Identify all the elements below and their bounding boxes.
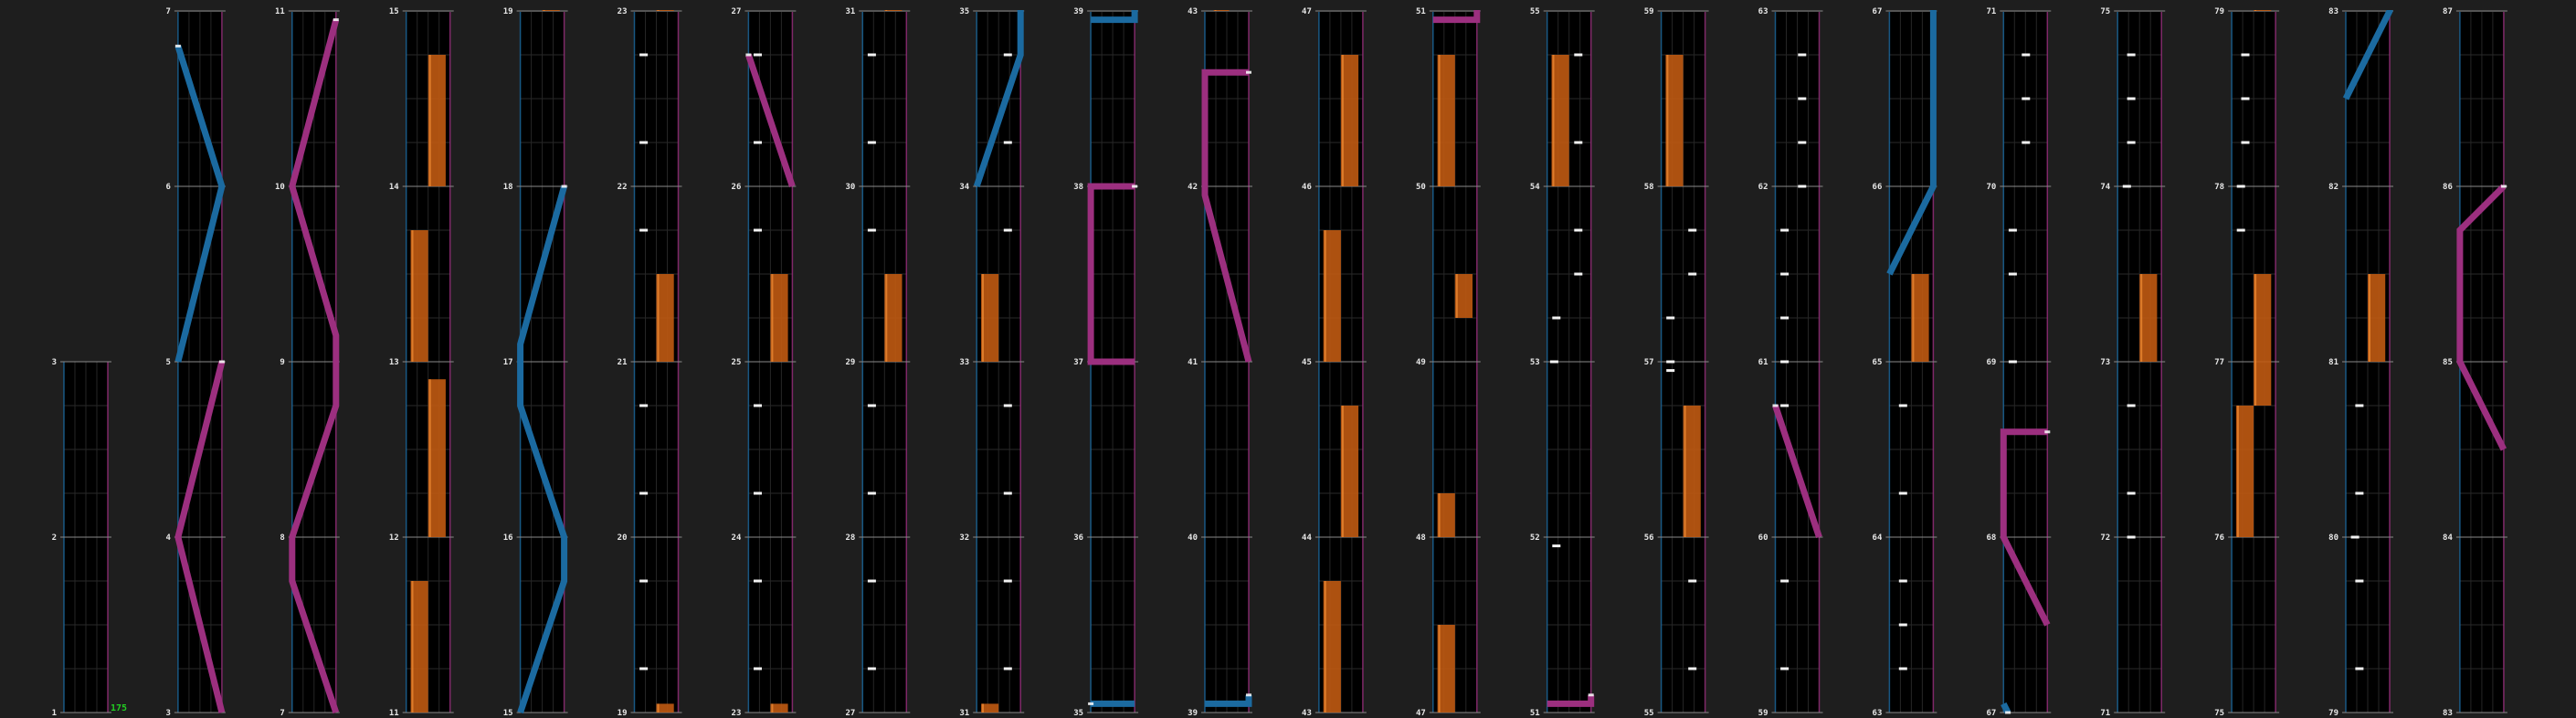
tap-note[interactable]	[639, 405, 648, 407]
hold-note-highlight	[1439, 625, 1441, 713]
hold-note-highlight	[1553, 55, 1555, 186]
measure-number: 18	[502, 183, 513, 192]
bpm-label: 175	[111, 703, 128, 713]
measure-number: 19	[617, 709, 628, 718]
tap-note[interactable]	[868, 54, 876, 57]
measure-number: 10	[274, 183, 285, 192]
measure-number: 7	[165, 7, 171, 16]
hold-note-highlight	[412, 581, 414, 713]
tap-note[interactable]	[868, 229, 876, 232]
measure-number: 78	[2214, 183, 2225, 192]
hold-note-highlight	[2140, 274, 2142, 362]
measure-number: 85	[2443, 358, 2453, 367]
measure-number: 22	[617, 183, 628, 192]
measure-number: 5	[165, 358, 171, 367]
measure-number: 57	[1643, 358, 1654, 367]
tap-note[interactable]	[1899, 580, 1907, 583]
hold-note-highlight	[771, 703, 773, 713]
measure-number: 47	[1415, 709, 1426, 718]
tap-note[interactable]	[2242, 54, 2250, 57]
tap-note[interactable]	[2022, 142, 2030, 144]
measure-number: 16	[502, 533, 513, 543]
measure-number: 62	[1758, 183, 1768, 192]
lane-column	[1416, 0, 1481, 718]
measure-number: 82	[2328, 183, 2338, 192]
measure-number: 83	[2328, 7, 2338, 16]
measure-number: 81	[2328, 358, 2338, 367]
hold-note[interactable]	[884, 0, 902, 11]
measure-number: 23	[731, 709, 742, 718]
slide-path-blue[interactable]	[1091, 0, 1135, 20]
tap-note[interactable]	[1688, 229, 1696, 232]
measure-number: 9	[280, 358, 285, 367]
measure-number: 77	[2214, 358, 2225, 367]
slide-endpoint	[219, 361, 225, 364]
lane-column	[2328, 0, 2393, 718]
measure-number: 79	[2328, 709, 2338, 718]
lane-column	[1873, 0, 1937, 718]
lane-column	[959, 0, 1024, 718]
measure-number: 7	[280, 709, 285, 718]
measure-number: 51	[1529, 709, 1540, 718]
hold-note[interactable]	[657, 0, 674, 11]
hold-note[interactable]	[1214, 2, 1230, 11]
slide-endpoint	[1773, 405, 1779, 407]
hold-note-highlight	[1325, 230, 1326, 362]
measure-number: 31	[959, 709, 970, 718]
measure-number: 59	[1643, 7, 1654, 16]
measure-number: 66	[1872, 183, 1883, 192]
measure-number: 76	[2214, 533, 2225, 543]
measure-number: 41	[1188, 358, 1198, 367]
tap-note[interactable]	[1688, 668, 1696, 670]
tap-note[interactable]	[1780, 668, 1789, 670]
slide-endpoint	[1088, 702, 1093, 705]
tap-note[interactable]	[1780, 229, 1789, 232]
slide-endpoint	[2044, 430, 2050, 433]
tap-note[interactable]	[1574, 273, 1582, 276]
measure-number: 43	[1302, 709, 1312, 718]
tap-note[interactable]	[639, 142, 648, 144]
hold-note-highlight	[771, 274, 773, 362]
measure-number: 1	[51, 709, 57, 718]
measure-number: 67	[1872, 7, 1883, 16]
hold-note-highlight	[2254, 0, 2256, 11]
measure-number: 13	[388, 358, 399, 367]
hold-note-highlight	[429, 55, 431, 186]
hold-note-highlight	[1325, 581, 1326, 713]
measure-number: 35	[959, 7, 970, 16]
measure-number: 21	[617, 358, 628, 367]
hold-note-highlight	[982, 274, 984, 362]
measure-number: 12	[388, 533, 399, 543]
hold-note-highlight	[544, 0, 545, 11]
slide-endpoint	[2005, 712, 2011, 714]
hold-note-highlight	[412, 230, 414, 362]
hold-note-highlight	[658, 703, 660, 713]
measure-number: 80	[2328, 533, 2338, 543]
tap-note[interactable]	[2127, 405, 2136, 407]
measure-number: 53	[1529, 358, 1540, 367]
tap-note[interactable]	[2127, 54, 2136, 57]
tap-note[interactable]	[2127, 492, 2136, 495]
measure-number: 61	[1758, 358, 1768, 367]
measure-number: 38	[1073, 183, 1084, 192]
measure-number: 29	[845, 358, 856, 367]
tap-note[interactable]	[1552, 317, 1560, 320]
measure-number: 86	[2443, 183, 2453, 192]
hold-note-highlight	[1439, 55, 1441, 186]
measure-number: 69	[1986, 358, 1997, 367]
measure-number: 63	[1758, 7, 1768, 16]
tap-note[interactable]	[2242, 98, 2250, 100]
measure-number: 36	[1073, 533, 1084, 543]
measure-number: 37	[1073, 358, 1084, 367]
tap-note[interactable]	[1798, 54, 1806, 57]
lane-column	[1986, 0, 2051, 718]
lane-column	[732, 0, 797, 718]
hold-note-highlight	[1684, 406, 1686, 537]
tap-note[interactable]	[754, 54, 762, 57]
measure-number: 55	[1529, 7, 1540, 16]
slide-endpoint	[333, 18, 339, 21]
tap-note[interactable]	[1004, 492, 1012, 495]
tap-note[interactable]	[1666, 361, 1674, 364]
measure-number: 71	[1986, 7, 1997, 16]
measure-number: 33	[959, 358, 970, 367]
tap-note[interactable]	[2127, 98, 2136, 100]
measure-number: 54	[1529, 183, 1540, 192]
tap-note[interactable]	[1552, 544, 1560, 547]
measure-number: 39	[1188, 709, 1198, 718]
slide-endpoint	[175, 45, 181, 48]
slide-endpoint	[1589, 693, 1594, 696]
lane-column	[2214, 0, 2279, 718]
tap-note[interactable]	[2237, 185, 2245, 188]
lane-column	[1302, 0, 1367, 718]
tap-note[interactable]	[1004, 54, 1012, 57]
measure-number: 32	[959, 533, 970, 543]
measure-number: 11	[274, 7, 285, 16]
measure-number: 4	[165, 533, 171, 543]
hold-note-highlight	[2254, 362, 2256, 406]
measure-number: 71	[2100, 709, 2111, 718]
tap-note[interactable]	[1004, 229, 1012, 232]
slide-endpoint	[2501, 185, 2507, 188]
measure-number: 19	[502, 7, 513, 16]
hold-note-highlight	[1439, 493, 1441, 537]
hold-note-highlight	[1215, 2, 1217, 11]
tap-note[interactable]	[1004, 142, 1012, 144]
measure-number: 75	[2100, 7, 2111, 16]
lane-column	[165, 0, 225, 718]
slide-endpoint	[1246, 693, 1251, 696]
tap-note[interactable]	[2355, 580, 2363, 583]
tap-note[interactable]	[2009, 273, 2017, 276]
hold-note-highlight	[982, 703, 984, 713]
measure-number: 67	[1986, 709, 1997, 718]
measure-number: 51	[1415, 7, 1426, 16]
measure-number: 15	[502, 709, 513, 718]
tap-note[interactable]	[1688, 580, 1696, 583]
tap-note[interactable]	[1780, 361, 1789, 364]
lane-column	[1188, 0, 1252, 718]
tap-note[interactable]	[868, 668, 876, 670]
tap-note[interactable]	[1899, 668, 1907, 670]
measure-number: 45	[1302, 358, 1312, 367]
hold-note-highlight	[885, 274, 887, 362]
measure-number: 59	[1758, 709, 1768, 718]
tap-note[interactable]	[1574, 142, 1582, 144]
tap-note[interactable]	[754, 580, 762, 583]
tap-note[interactable]	[2123, 185, 2131, 188]
measure-number: 73	[2100, 358, 2111, 367]
tap-note[interactable]	[1780, 317, 1789, 320]
measure-number: 3	[165, 709, 171, 718]
tap-note[interactable]	[1899, 405, 1907, 407]
measure-number: 48	[1415, 533, 1426, 543]
tap-note[interactable]	[2355, 492, 2363, 495]
tap-note[interactable]	[2242, 142, 2250, 144]
measure-number: 34	[959, 183, 970, 192]
measure-number: 44	[1302, 533, 1312, 543]
measure-number: 43	[1188, 7, 1198, 16]
tap-note[interactable]	[639, 229, 648, 232]
tap-note[interactable]	[868, 405, 876, 407]
measure-number: 6	[165, 183, 171, 192]
measure-number: 72	[2100, 533, 2111, 543]
tap-note[interactable]	[2237, 229, 2245, 232]
slide-path-magenta[interactable]	[99, 152, 108, 178]
tap-note[interactable]	[1899, 492, 1907, 495]
measure-number: 50	[1415, 183, 1426, 192]
tap-note[interactable]	[1550, 361, 1558, 364]
tap-note[interactable]	[754, 229, 762, 232]
tap-note[interactable]	[1666, 369, 1674, 372]
slide-endpoint	[105, 150, 111, 153]
tap-note[interactable]	[1004, 668, 1012, 670]
tap-note[interactable]	[1899, 624, 1907, 627]
tap-note[interactable]	[2009, 361, 2017, 364]
tap-note[interactable]	[868, 142, 876, 144]
tap-note[interactable]	[868, 492, 876, 495]
measure-number: 63	[1872, 709, 1883, 718]
tap-note[interactable]	[1798, 98, 1806, 100]
measure-number: 25	[731, 358, 742, 367]
hold-note-highlight	[1912, 274, 1914, 362]
measure-number: 17	[502, 358, 513, 367]
measure-number: 27	[731, 7, 742, 16]
tap-note[interactable]	[868, 580, 876, 583]
lane-column	[845, 0, 910, 718]
slide-path-magenta[interactable]	[1433, 0, 1477, 20]
measure-number: 3	[51, 358, 57, 367]
tap-note[interactable]	[2009, 229, 2017, 232]
measure-number: 23	[617, 7, 628, 16]
tap-note[interactable]	[2355, 668, 2363, 670]
measure-number: 30	[845, 183, 856, 192]
lane-notes	[99, 150, 111, 177]
tap-note[interactable]	[2127, 536, 2136, 539]
lane-column	[1758, 0, 1823, 718]
measure-number: 84	[2443, 533, 2453, 543]
hold-note-highlight	[1666, 55, 1668, 186]
measure-number: 46	[1302, 183, 1312, 192]
tap-note[interactable]	[1780, 273, 1789, 276]
tap-note[interactable]	[1798, 142, 1806, 144]
tap-note[interactable]	[639, 668, 648, 670]
lane-column	[2443, 0, 2507, 718]
measure-number: 27	[845, 709, 856, 718]
lane-column	[503, 0, 568, 718]
measure-number: 74	[2100, 183, 2111, 192]
tap-note[interactable]	[2022, 54, 2030, 57]
measure-number: 24	[731, 533, 742, 543]
measure-number: 75	[2214, 709, 2225, 718]
measure-number: 35	[1073, 709, 1084, 718]
measure-number: 49	[1415, 358, 1426, 367]
measure-number: 83	[2443, 709, 2453, 718]
hold-note-highlight	[2369, 274, 2370, 362]
hold-note-highlight	[2237, 406, 2239, 537]
measure-number: 40	[1188, 533, 1198, 543]
measure-number: 20	[617, 533, 628, 543]
tap-note[interactable]	[754, 668, 762, 670]
tap-note[interactable]	[639, 492, 648, 495]
lane-column	[1073, 0, 1138, 718]
measure-number: 60	[1758, 533, 1768, 543]
lane-column	[1644, 0, 1709, 718]
tap-note[interactable]	[754, 405, 762, 407]
measure-number: 87	[2443, 7, 2453, 16]
slide-endpoint	[745, 54, 751, 57]
measure-number: 55	[1643, 709, 1654, 718]
measure-number: 28	[845, 533, 856, 543]
tap-note[interactable]	[1004, 405, 1012, 407]
slide-endpoint	[562, 185, 567, 188]
measure-number: 31	[845, 7, 856, 16]
tap-note[interactable]	[1780, 580, 1789, 583]
lane-column	[52, 150, 111, 718]
tap-note[interactable]	[1798, 185, 1806, 188]
hold-note[interactable]	[2254, 0, 2271, 11]
tap-note[interactable]	[1574, 229, 1582, 232]
measure-number: 14	[388, 183, 399, 192]
measure-number: 15	[388, 7, 399, 16]
tap-note[interactable]	[639, 54, 648, 57]
measure-number: 52	[1529, 533, 1540, 543]
slide-endpoint	[1132, 185, 1137, 188]
measure-number: 8	[280, 533, 285, 543]
tap-note[interactable]	[2127, 142, 2136, 144]
lane-column	[389, 0, 454, 718]
hold-note-highlight	[429, 379, 431, 537]
measure-number: 11	[388, 709, 399, 718]
lane-column	[1530, 0, 1595, 718]
tap-note[interactable]	[1666, 317, 1674, 320]
measure-number: 2	[51, 533, 57, 543]
tap-note[interactable]	[1574, 54, 1582, 57]
hold-note[interactable]	[543, 0, 560, 11]
measure-number: 26	[731, 183, 742, 192]
lane-column	[618, 0, 682, 718]
slide-endpoint	[1246, 71, 1251, 74]
lane-column	[275, 0, 340, 718]
hold-note-highlight	[658, 0, 660, 11]
measure-number: 64	[1872, 533, 1883, 543]
hold-note-highlight	[1342, 406, 1344, 537]
tap-note[interactable]	[1780, 405, 1789, 407]
measure-number: 79	[2214, 7, 2225, 16]
tap-note[interactable]	[2351, 536, 2360, 539]
tap-note[interactable]	[754, 492, 762, 495]
tap-note[interactable]	[754, 142, 762, 144]
tap-note[interactable]	[2355, 405, 2363, 407]
measure-number: 70	[1986, 183, 1997, 192]
tap-note[interactable]	[1004, 580, 1012, 583]
tap-note[interactable]	[639, 580, 648, 583]
measure-number: 68	[1986, 533, 1997, 543]
hold-note-highlight	[2254, 274, 2256, 362]
measure-number: 56	[1643, 533, 1654, 543]
measure-number: 47	[1302, 7, 1312, 16]
measure-number: 65	[1872, 358, 1883, 367]
hold-note-highlight	[885, 0, 887, 11]
measure-number: 58	[1643, 183, 1654, 192]
lane-column	[2100, 0, 2165, 718]
tap-note[interactable]	[2022, 98, 2030, 100]
hold-note-highlight	[1342, 55, 1344, 186]
hold-note-highlight	[1456, 274, 1458, 318]
measure-number: 42	[1188, 183, 1198, 192]
measure-number: 39	[1073, 7, 1084, 16]
hold-note-highlight	[658, 274, 660, 362]
tap-note[interactable]	[1688, 273, 1696, 276]
